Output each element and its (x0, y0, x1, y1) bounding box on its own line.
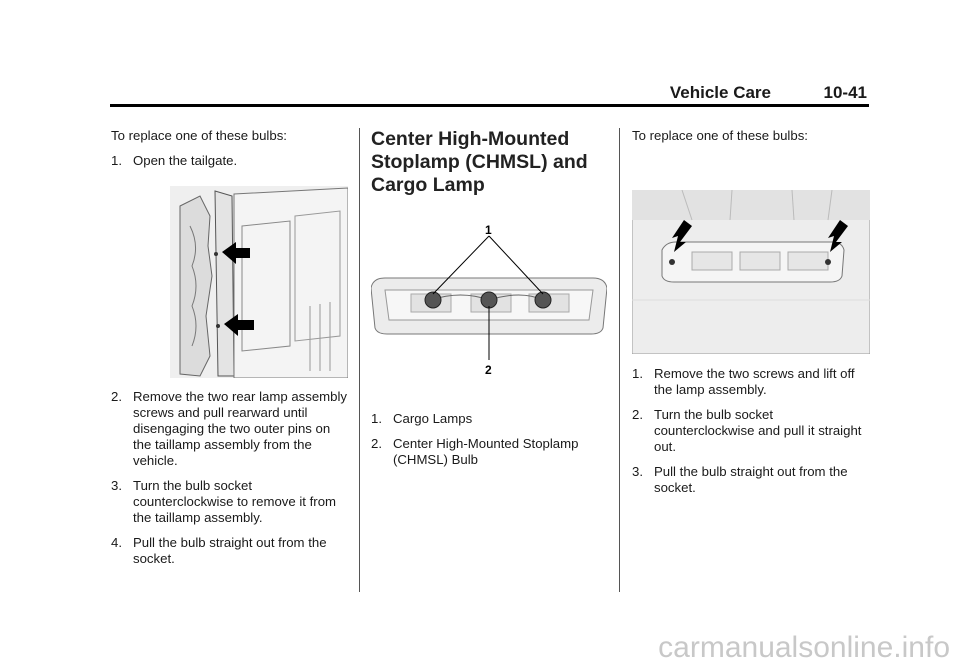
intro-text: To replace one of these bulbs: (111, 128, 287, 143)
section-title: Vehicle Care (669, 83, 771, 102)
column-divider-1 (359, 128, 360, 592)
step-text: Pull the bulb straight out from the socket. (133, 535, 327, 566)
step-2 (632, 407, 872, 455)
step-text: Turn the bulb socket counterclockwise and pull it straight out. (654, 407, 862, 454)
step-number: 1. (111, 153, 122, 168)
legend-number: 2. (371, 436, 382, 451)
column-2-legend (371, 411, 607, 468)
callout-1: 1 (485, 223, 492, 237)
legend-text: Cargo Lamps (393, 411, 473, 426)
step-text: Turn the bulb socket counterclockwise to remove it from the taillamp assembly. (133, 478, 337, 525)
tailgate-illustration (170, 186, 348, 378)
column-1 (111, 128, 349, 169)
step-3 (111, 478, 349, 526)
step-2 (111, 389, 349, 469)
step-4 (111, 535, 349, 567)
step-text: Pull the bulb straight out from the socket. (654, 464, 848, 495)
step-number: 2. (632, 407, 643, 422)
step-3 (632, 464, 872, 496)
step-number: 2. (111, 389, 122, 404)
column-2 (371, 128, 607, 197)
column-3 (632, 128, 872, 144)
legend-item-2 (371, 436, 607, 468)
page-number: 10-41 (823, 83, 867, 102)
column-3-steps (632, 366, 872, 496)
legend-number: 1. (371, 411, 382, 426)
step-text: Remove the two rear lamp assembly screws and pull rearward until disengaging the two outer pins on the taillamp assembly from the vehicle. (133, 389, 348, 468)
section-heading: Center High-Mounted Stoplamp (CHMSL) and Cargo Lamp (371, 128, 588, 196)
tailgate-drawing (170, 186, 348, 378)
chmsl-drawing (371, 220, 607, 380)
legend-item-1 (371, 411, 607, 427)
legend-text: Center High-Mounted Stoplamp (CHMSL) Bulb (393, 436, 579, 467)
chmsl-illustration (371, 220, 607, 380)
step-number: 3. (632, 464, 643, 479)
step-1 (111, 153, 349, 169)
intro-text: To replace one of these bulbs: (632, 128, 808, 143)
column-divider-2 (619, 128, 620, 592)
callout-2: 2 (485, 363, 492, 377)
lamp-assembly-drawing (632, 190, 870, 354)
step-text: Open the tailgate. (133, 153, 238, 168)
step-text: Remove the two screws and lift off the lamp assembly. (654, 366, 855, 397)
step-number: 1. (632, 366, 643, 381)
watermark: carmanualsonline.info (658, 631, 950, 664)
step-1 (632, 366, 872, 398)
lamp-assembly-illustration (632, 190, 870, 354)
column-1-steps (111, 389, 349, 567)
page-header (110, 84, 869, 107)
step-number: 3. (111, 478, 122, 493)
step-number: 4. (111, 535, 122, 550)
